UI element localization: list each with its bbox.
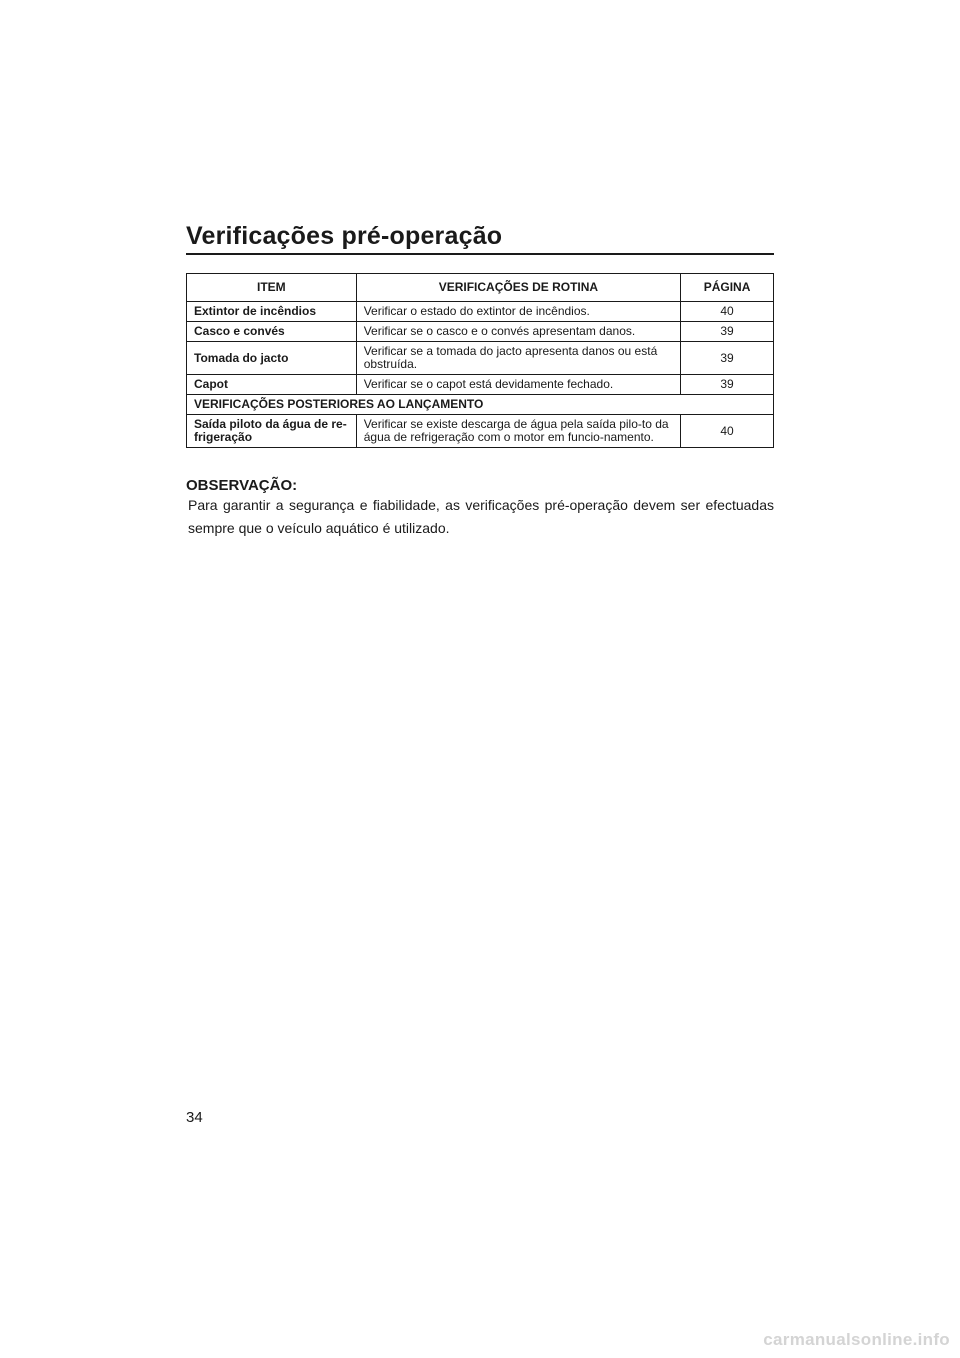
row-page: 40 bbox=[681, 415, 774, 448]
page-title: Verificações pré-operação bbox=[186, 222, 503, 250]
table-row bbox=[187, 322, 774, 342]
row-item: Capot bbox=[187, 375, 357, 395]
section-heading: VERIFICAÇÕES POSTERIORES AO LANÇAMENTO bbox=[187, 395, 774, 415]
row-check: Verificar o estado do extintor de incêndios. bbox=[356, 302, 680, 322]
row-check: Verificar se o casco e o convés apresentam danos. bbox=[356, 322, 680, 342]
table-row bbox=[187, 375, 774, 395]
table-row bbox=[187, 415, 774, 448]
column-header-checks: VERIFICAÇÕES DE ROTINA bbox=[356, 274, 680, 302]
table-header-row bbox=[187, 274, 774, 302]
row-item: Tomada do jacto bbox=[187, 342, 357, 375]
title-divider bbox=[186, 253, 774, 255]
row-check: Verificar se a tomada do jacto apresenta danos ou está obstruída. bbox=[356, 342, 680, 375]
row-page: 39 bbox=[681, 342, 774, 375]
page-number: 34 bbox=[186, 1109, 203, 1126]
watermark: carmanualsonline.info bbox=[763, 1330, 950, 1349]
row-check: Verificar se existe descarga de água pela saída pilo-to da água de refrigeração com o motor em funcio-namento. bbox=[356, 415, 680, 448]
row-page: 39 bbox=[681, 375, 774, 395]
pre-operation-checks-table bbox=[186, 273, 774, 448]
table-row bbox=[187, 342, 774, 375]
row-item: Casco e convés bbox=[187, 322, 357, 342]
note-text: Para garantir a segurança e fiabilidade, as verificações pré-operação devem ser efectuadas sempre que o veículo aquático é utilizado. bbox=[188, 497, 774, 536]
column-header-item: ITEM bbox=[187, 274, 357, 302]
table-row bbox=[187, 302, 774, 322]
row-check: Verificar se o capot está devidamente fechado. bbox=[356, 375, 680, 395]
row-item: Extintor de incêndios bbox=[187, 302, 357, 322]
table-section-row bbox=[187, 395, 774, 415]
row-page: 39 bbox=[681, 322, 774, 342]
row-page: 40 bbox=[681, 302, 774, 322]
column-header-page: PÁGINA bbox=[681, 274, 774, 302]
note-heading: OBSERVAÇÃO: bbox=[186, 477, 298, 494]
row-item: Saída piloto da água de re-frigeração bbox=[187, 415, 357, 448]
